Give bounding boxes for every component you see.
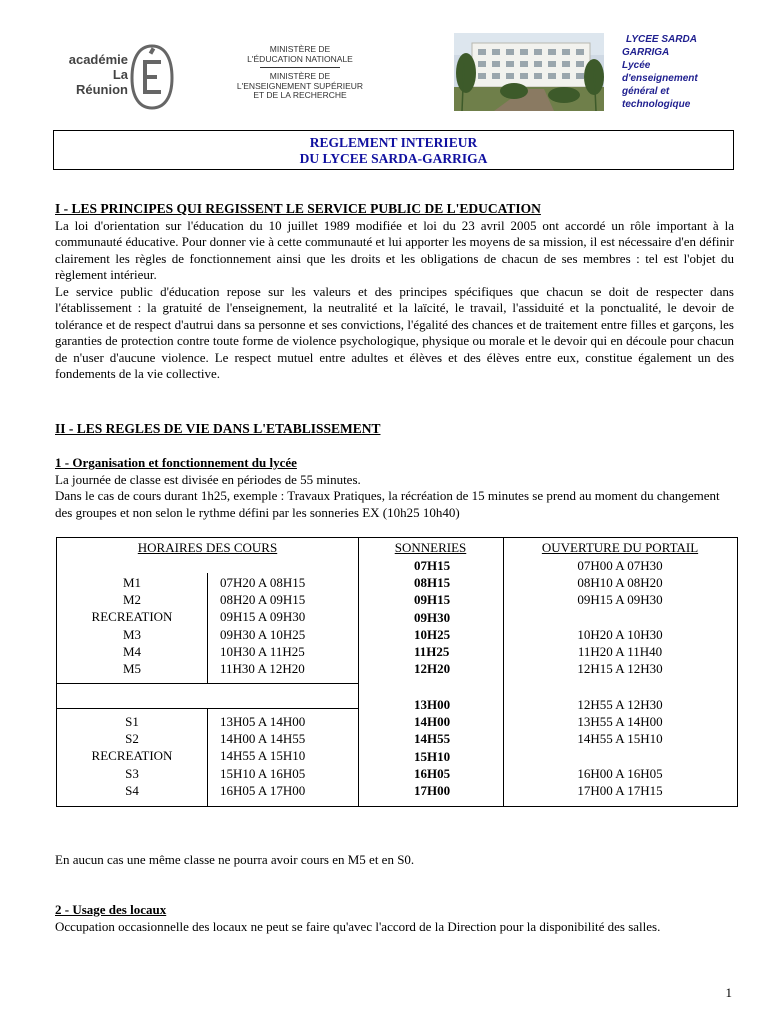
bell-time: 16H05 bbox=[414, 765, 451, 781]
period-time: 14H00 A 14H55 bbox=[220, 731, 306, 747]
bell-time: 15H10 bbox=[414, 748, 451, 764]
header-horaires: HORAIRES DES COURS bbox=[137, 540, 278, 555]
schedule-note: En aucun cas une même classe ne pourra avoir cours en M5 et en S0. bbox=[55, 852, 415, 867]
gate-opening bbox=[503, 609, 737, 626]
gate-opening: 09H15 A 09H30 bbox=[577, 592, 663, 608]
period-label: S3 bbox=[125, 765, 139, 781]
period-label: S1 bbox=[125, 714, 139, 729]
period-label: M1 bbox=[122, 575, 142, 590]
lycee-building-photo bbox=[454, 33, 604, 111]
subsection-2-text: Occupation occasionnelle des locaux ne peut se faire qu'avec l'accord de la Direction pour la disponibilité des salles. bbox=[55, 918, 661, 934]
table-divider bbox=[207, 708, 208, 806]
section-2-heading: II - LES REGLES DE VIE DANS L'ETABLISSEMENT bbox=[55, 421, 381, 436]
bell-time: 07H15 bbox=[414, 558, 451, 573]
period-time: 13H05 A 14H00 bbox=[220, 714, 306, 729]
gate-opening: 12H55 A 12H30 bbox=[577, 697, 663, 712]
region-word: La Réunion bbox=[76, 67, 128, 97]
lycee-type-line: d'enseignement bbox=[622, 73, 698, 84]
page-number: 1 bbox=[725, 985, 732, 1000]
period-label: M2 bbox=[122, 592, 142, 608]
subsection-1-line-2: Dans le cas de cours durant 1h25, exemple : Travaux Pratiques, la récréation de 15 minutes se prend au moment du changement des groupes et non selon le rythme défini par les sonneries EX (10h25 10h40) bbox=[55, 488, 720, 520]
period-label: S2 bbox=[125, 731, 139, 747]
afternoon-portail bbox=[503, 696, 737, 799]
document-title-box bbox=[53, 130, 734, 170]
bell-time: 14H00 bbox=[414, 714, 451, 730]
subsection-2-heading: 2 - Usage des locaux bbox=[55, 902, 167, 917]
subsection-1 bbox=[55, 455, 734, 521]
lycee-name-block bbox=[622, 33, 742, 111]
period-time: 14H55 A 15H10 bbox=[220, 748, 306, 764]
document-title-line: REGLEMENT INTERIEUR bbox=[309, 135, 478, 150]
lycee-type-line: Lycée bbox=[622, 60, 651, 71]
period-label: RECREATION bbox=[91, 748, 173, 764]
schedule-table bbox=[56, 537, 738, 807]
bell-time: 13H00 bbox=[414, 697, 451, 712]
section-1-heading: I - LES PRINCIPES QUI REGISSENT LE SERVICE PUBLIC DE L'EDUCATION bbox=[55, 201, 541, 216]
subsection-2 bbox=[55, 902, 734, 935]
period-time: 15H10 A 16H05 bbox=[220, 765, 306, 781]
period-label: S4 bbox=[125, 782, 139, 798]
period-time: 10H30 A 11H25 bbox=[220, 643, 305, 659]
table-divider bbox=[207, 573, 208, 683]
gate-opening: 10H20 A 10H30 bbox=[577, 626, 663, 642]
subsection-1-heading: 1 - Organisation et fonctionnement du lycée bbox=[55, 455, 297, 470]
header-sonneries: SONNERIES bbox=[394, 540, 467, 555]
gate-opening: 08H10 A 08H20 bbox=[577, 575, 663, 591]
bell-time: 09H15 bbox=[414, 592, 451, 608]
subsection-1-line-1: La journée de classe est divisée en périodes de 55 minutes. bbox=[55, 471, 361, 487]
period-time: 16H05 A 17H00 bbox=[220, 782, 306, 798]
gate-opening: 07H00 A 07H30 bbox=[577, 558, 663, 573]
morning-period-labels bbox=[57, 574, 207, 677]
table-divider bbox=[57, 708, 358, 709]
gate-opening: 12H15 A 12H30 bbox=[577, 661, 663, 677]
bell-time: 09H30 bbox=[414, 609, 451, 625]
period-label: M5 bbox=[122, 661, 142, 677]
bell-time: 17H00 bbox=[414, 783, 451, 799]
academie-logo bbox=[62, 42, 174, 112]
table-divider bbox=[358, 538, 359, 806]
bell-time: 14H55 bbox=[414, 731, 451, 747]
gate-opening bbox=[503, 748, 737, 765]
gate-opening: 13H55 A 14H00 bbox=[577, 714, 663, 730]
gate-opening: 11H20 A 11H40 bbox=[577, 644, 663, 659]
section-1-paragraph-1: La loi d'orientation sur l'éducation du 10 juillet 1989 modifiée et loi du 23 avril 2005 ont accordé un rôle important à la communauté éducative. Pour donner vie à cette communauté et lui apporter les moyens de sa mission, il est nécessaire d'en définir clairement les règles de fonctionnement ainsi que les droits et les obligations de chacun de ses membres : tel est l'objet du règlement intérieur. bbox=[55, 217, 734, 282]
ministere-divider bbox=[260, 67, 340, 68]
period-time: 09H30 A 10H25 bbox=[220, 626, 306, 642]
bell-time: 12H20 bbox=[414, 661, 451, 677]
section-1-paragraph-2: Le service public d'éducation repose sur les valeurs et des principes spécifiques que chacun se doit de respecter dans l'établissement : la gratuité de l'enseignement, la neutralité et la laïcité, le travail, l'assiduité et la ponctualité, le devoir de tolérance et de respect d'autrui dans sa personne et ses convictions, l'égalité des chances et de traitement entre filles et garçons, les garanties de protection contre toute forme de violence psychologique, physique ou morale et le devoir qui en découle pour chacun de n'user d'aucune violence. Le respect mutuel entre adultes et élèves et des élèves entre eux, constitue également un des fondements de la vie collective. bbox=[55, 283, 734, 381]
period-label: M3 bbox=[122, 626, 142, 642]
period-time: 07H20 A 08H15 bbox=[220, 575, 306, 590]
period-label: RECREATION bbox=[91, 609, 173, 625]
period-time: 09H15 A 09H30 bbox=[220, 609, 306, 625]
ministere-education: MINISTÈRE DE L'ÉDUCATION NATIONALE bbox=[247, 44, 353, 64]
lycee-type-line: général et bbox=[622, 86, 670, 97]
period-time: 08H20 A 09H15 bbox=[220, 592, 306, 608]
bell-time: 11H25 bbox=[414, 644, 450, 660]
lycee-type-line: technologique bbox=[622, 99, 691, 110]
afternoon-sonneries bbox=[414, 696, 450, 799]
afternoon-period-times bbox=[220, 713, 305, 799]
bell-time: 10H25 bbox=[414, 626, 451, 642]
afternoon-period-labels bbox=[57, 713, 207, 799]
period-time: 11H30 A 12H20 bbox=[220, 661, 305, 677]
gate-opening: 16H00 A 16H05 bbox=[577, 765, 663, 781]
ministeres-block bbox=[210, 45, 390, 101]
document-title-line: DU LYCEE SARDA-GARRIGA bbox=[299, 151, 488, 166]
morning-sonneries bbox=[414, 557, 450, 677]
gate-opening: 14H55 A 15H10 bbox=[577, 731, 663, 747]
section-2 bbox=[55, 421, 734, 438]
ministere-enseignement: MINISTÈRE DE L'ENSEIGNEMENT SUPÉRIEUR ET DE LA RECHERCHE bbox=[236, 71, 364, 100]
header-ouverture: OUVERTURE DU PORTAIL bbox=[541, 540, 699, 555]
gate-opening: 17H00 A 17H15 bbox=[577, 783, 663, 798]
bell-time: 08H15 bbox=[414, 575, 451, 591]
period-label: M4 bbox=[122, 643, 142, 659]
morning-period-times bbox=[220, 574, 305, 677]
section-1 bbox=[55, 201, 734, 383]
marianne-e-icon bbox=[130, 42, 174, 112]
academie-word: académie bbox=[68, 52, 128, 67]
lycee-name-line: LYCEE SARDA bbox=[626, 34, 697, 45]
table-divider bbox=[57, 683, 358, 684]
lycee-name-line: GARRIGA bbox=[622, 47, 670, 58]
morning-portail bbox=[503, 557, 737, 677]
